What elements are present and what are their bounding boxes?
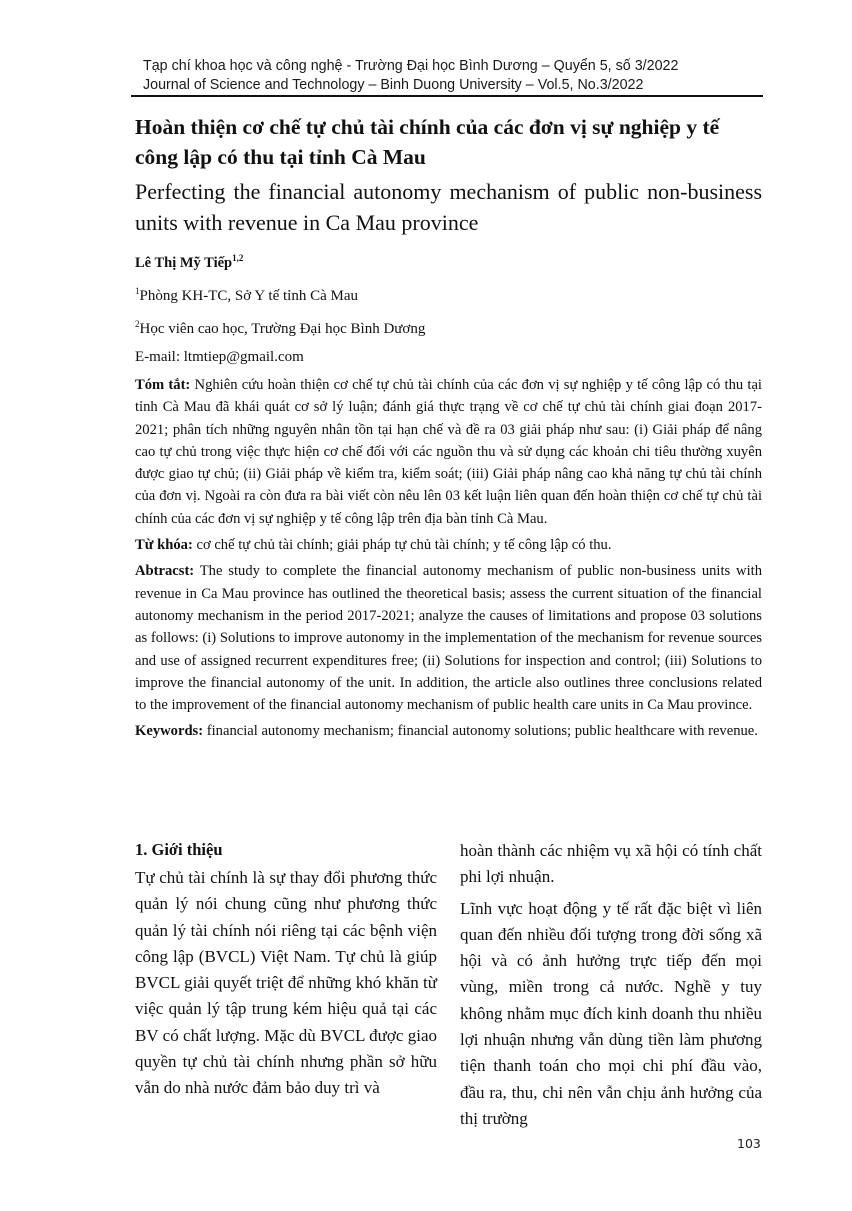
running-header [143,57,763,95]
header-rule [131,95,763,97]
keywords-vi-label: Từ khóa: [135,537,193,554]
abstract-en-label: Abtracst: [135,563,195,580]
affiliation-1 [135,280,762,307]
author-line [135,247,762,274]
journal-name-en: Journal of Science and Technology – Binh Duong University – Vol.5, No.3/2022 [143,77,644,93]
abstract-en-text: The study to complete the financial autonomy mechanism of public non-business units with revenue in Ca Mau province has outlined the theoretical basis; assess the current situation of the financial autonomy mechanism in the period 2017-2021; analyze the causes of limitations and propose 03 solutions as follows: (i) Solutions to improve autonomy in the implementation of the mechanism for revenue sources and use of assigned recurrent expenditures free; (ii) Solutions for inspection and control; (iii) Solutions to improve the financial autonomy of the unit. In addition, the article also outlines three conclusions related to the improvement of the financial autonomy mechanism of public health care units in Ca Mau province. [135,563,762,714]
article-title-vi: Hoàn thiện cơ chế tự chủ tài chính của các đơn vị sự nghiệp y tế công lập có thu tại tỉnh Cà Mau [135,115,720,169]
right-column [460,838,762,1132]
abstract-vi [135,374,762,530]
body-paragraph: Lĩnh vực hoạt động y tế rất đặc biệt vì liên quan đến nhiều đối tượng trong đời sống xã hội và có ảnh hưởng trực tiếp đến mọi vùng, miền trong cả nước. Nghề y tuy không nhằm mục đích kinh doanh thu nhiều lợi nhuận nhưng vẫn dùng tiền làm phương tiện thanh toán cho mọi chi phí đầu vào, đầu ra, thu, chi nên vẫn chịu ảnh hưởng của thị trường [460,898,762,1128]
section-heading: 1. Giới thiệu [135,840,223,859]
affiliation-2 [135,313,762,340]
abstract-vi-label: Tóm tắt: [135,377,191,393]
abstract-vi-text: Nghiên cứu hoàn thiện cơ chế tự chủ tài chính của các đơn vị sự nghiệp y tế công lập có thu tại tỉnh Cà Mau đã khái quát cơ sở lý luận; đánh giá thực trạng về cơ chế tự chủ tài chính giai đoạn 2017-2021; phân tích những nguyên nhân tồn tại hạn chế và đề ra 03 giải pháp như sau: (i) Giải pháp để nâng cao tự chủ trong việc thực hiện cơ chế đối với các nguồn thu và sử dụng các khoản chi tiêu thường xuyên được giao tự chủ; (ii) Giải pháp về kiểm tra, kiểm soát; (iii) Giải pháp nâng cao khả năng tự chủ tài chính của đơn vị. Ngoài ra còn đưa ra bài viết còn nêu lên 03 kết luận liên quan đến hoàn thiện cơ chế tự chủ tài chính của các đơn vị sự nghiệp y tế công lập trên địa bàn tỉnh Cà Mau. [135,377,762,527]
body-paragraph: hoàn thành các nhiệm vụ xã hội có tính chất phi lợi nhuận. [460,841,762,887]
keywords-vi-text: cơ chế tự chủ tài chính; giải pháp tự chủ tài chính; y tế công lập có thu. [192,537,612,554]
keywords-en-text: financial autonomy mechanism; financial autonomy solutions; public healthcare with revenue. [203,723,758,740]
keywords-vi [135,534,762,556]
affiliation-text: Học viên cao học, Trường Đại học Bình Dương [139,321,426,337]
affiliation-marker: 2 [135,319,140,329]
page-number: 103 [737,1136,761,1151]
abstract-en [135,560,762,716]
author-email: E-mail: ltmtiep@gmail.com [135,349,304,365]
affiliation-text: Phòng KH-TC, Sở Y tế tỉnh Cà Mau [139,288,358,304]
affiliation-marker: 1 [135,286,140,296]
keywords-en [135,720,762,742]
article-front-matter [135,112,762,743]
journal-name-vi: Tạp chí khoa học và công nghệ - Trường Đại học Bình Dương – Quyển 5, số 3/2022 [143,58,679,74]
article-title-en: Perfecting the financial autonomy mechanism of public non-business units with revenue in Ca Mau province [135,179,762,235]
author-name: Lê Thị Mỹ Tiếp [135,255,233,271]
left-column [135,838,437,1102]
keywords-en-label: Keywords: [135,723,204,740]
author-affiliation-markers: 1,2 [232,253,244,263]
body-paragraph: Tự chủ tài chính là sự thay đổi phương thức quản lý nói chung cũng như phương thức quản lý tài chính nói riêng tại các bệnh viện công lập (BVCL) Việt Nam. Tự chủ là giúp BVCL giải quyết triệt để những khó khăn từ việc quản lý tập trung kém hiệu quả tại các BV có chất lượng. Mặc dù BVCL được giao quyền tự chủ tài chính nhưng phần sở hữu vẫn do nhà nước đảm bảo duy trì và [135,868,437,1098]
